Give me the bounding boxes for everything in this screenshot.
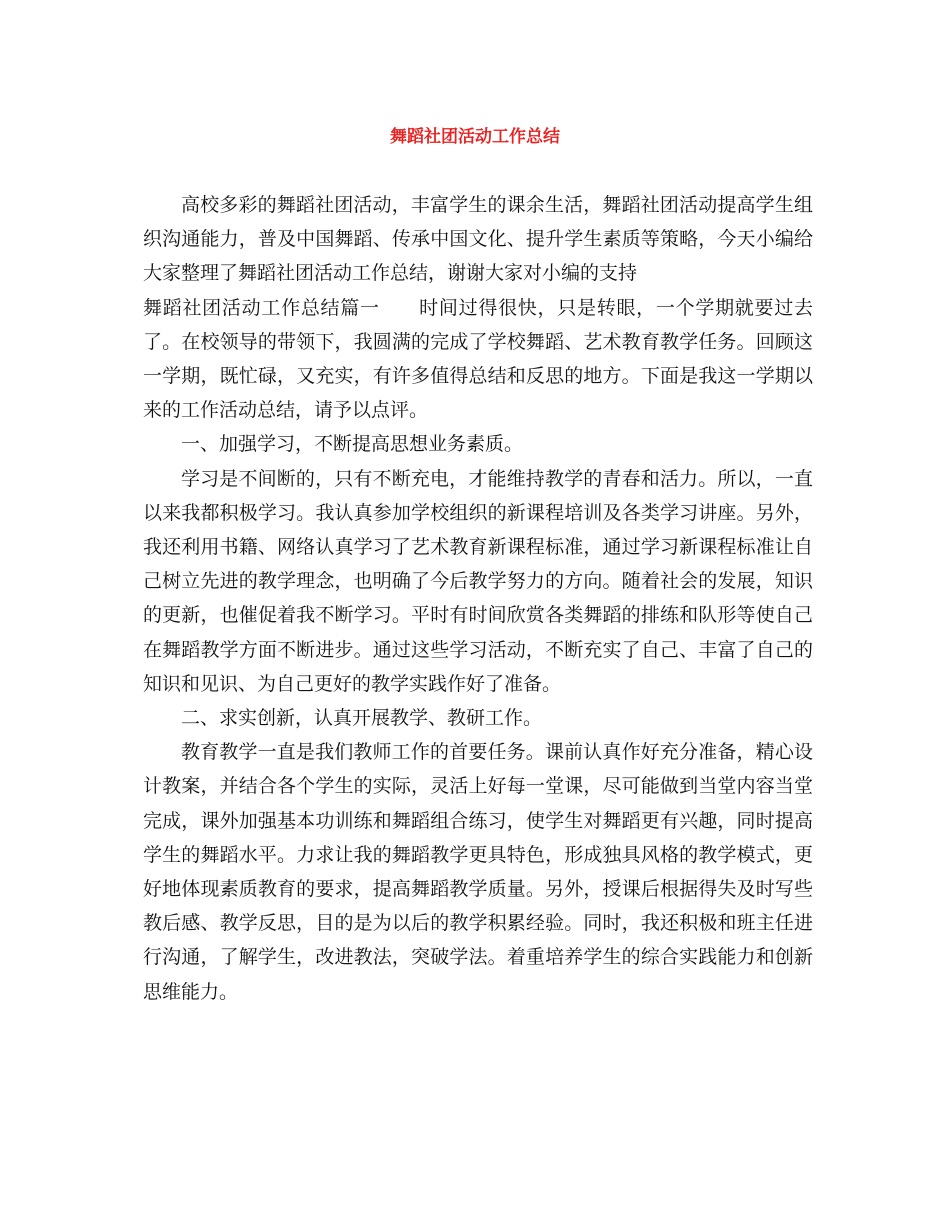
heading-study: 一、加强学习，不断提高思想业务素质。 [181, 433, 524, 456]
study-paragraph: 学习是不间断的，只有不断充电，才能维持教学的青春和活力。所以，一直以来我都积极学习。我认真参加学校组织的新课程培训及各类学习讲座。另外，我还利用书籍、网络认真学习了艺术教育新课程标准，通过学习新课程标准让自己树立先进的教学理念，也明确了今后教学努力的方向。随着社会的发展，知识的更新，也催促着我不断学习。平时有时间欣赏各类舞蹈的排练和队形等使自己在舞蹈教学方面不断进步。通过这些学习活动，不断充实了自己、丰富了自己的知识和见识、为自己更好的教学实践作好了准备。 [143, 467, 813, 695]
teaching-paragraph: 教育教学一直是我们教师工作的首要任务。课前认真作好充分准备，精心设计教案，并结合各个学生的实际，灵活上好每一堂课，尽可能做到当堂内容当堂完成，课外加强基本功训练和舞蹈组合练习，使学生对舞蹈更有兴趣，同时提高学生的舞蹈水平。力求让我的舞蹈教学更具特色，形成独具风格的教学模式，更好地体现素质教育的要求，提高舞蹈教学质量。另外，授课后根据得失及时写些教后感、教学反思，目的是为以后的教学积累经验。同时，我还积极和班主任进行沟通，了解学生，改进教法，突破学法。着重培养学生的综合实践能力和创新思维能力。 [143, 741, 813, 1003]
intro-paragraph: 高校多彩的舞蹈社团活动，丰富学生的课余生活，舞蹈社团活动提高学生组织沟通能力，普及中国舞蹈、传承中国文化、提升学生素质等策略，今天小编给大家整理了舞蹈社团活动工作总结，谢谢大家对小编的支持 [143, 194, 813, 285]
document-title: 舞蹈社团活动工作总结 [390, 127, 560, 147]
heading-teaching: 二、求实创新，认真开展教学、教研工作。 [181, 707, 543, 730]
section-one-paragraph: 舞蹈社团活动工作总结篇一 时间过得很快，只是转眼，一个学期就要过去了。在校领导的带领下，我圆满的完成了学校舞蹈、艺术教育教学任务。回顾这一学期，既忙碌，又充实，有许多值得总结和反思的地方。下面是我这一学期以来的工作活动总结，请予以点评。 [143, 296, 813, 422]
document-body [143, 188, 813, 1009]
